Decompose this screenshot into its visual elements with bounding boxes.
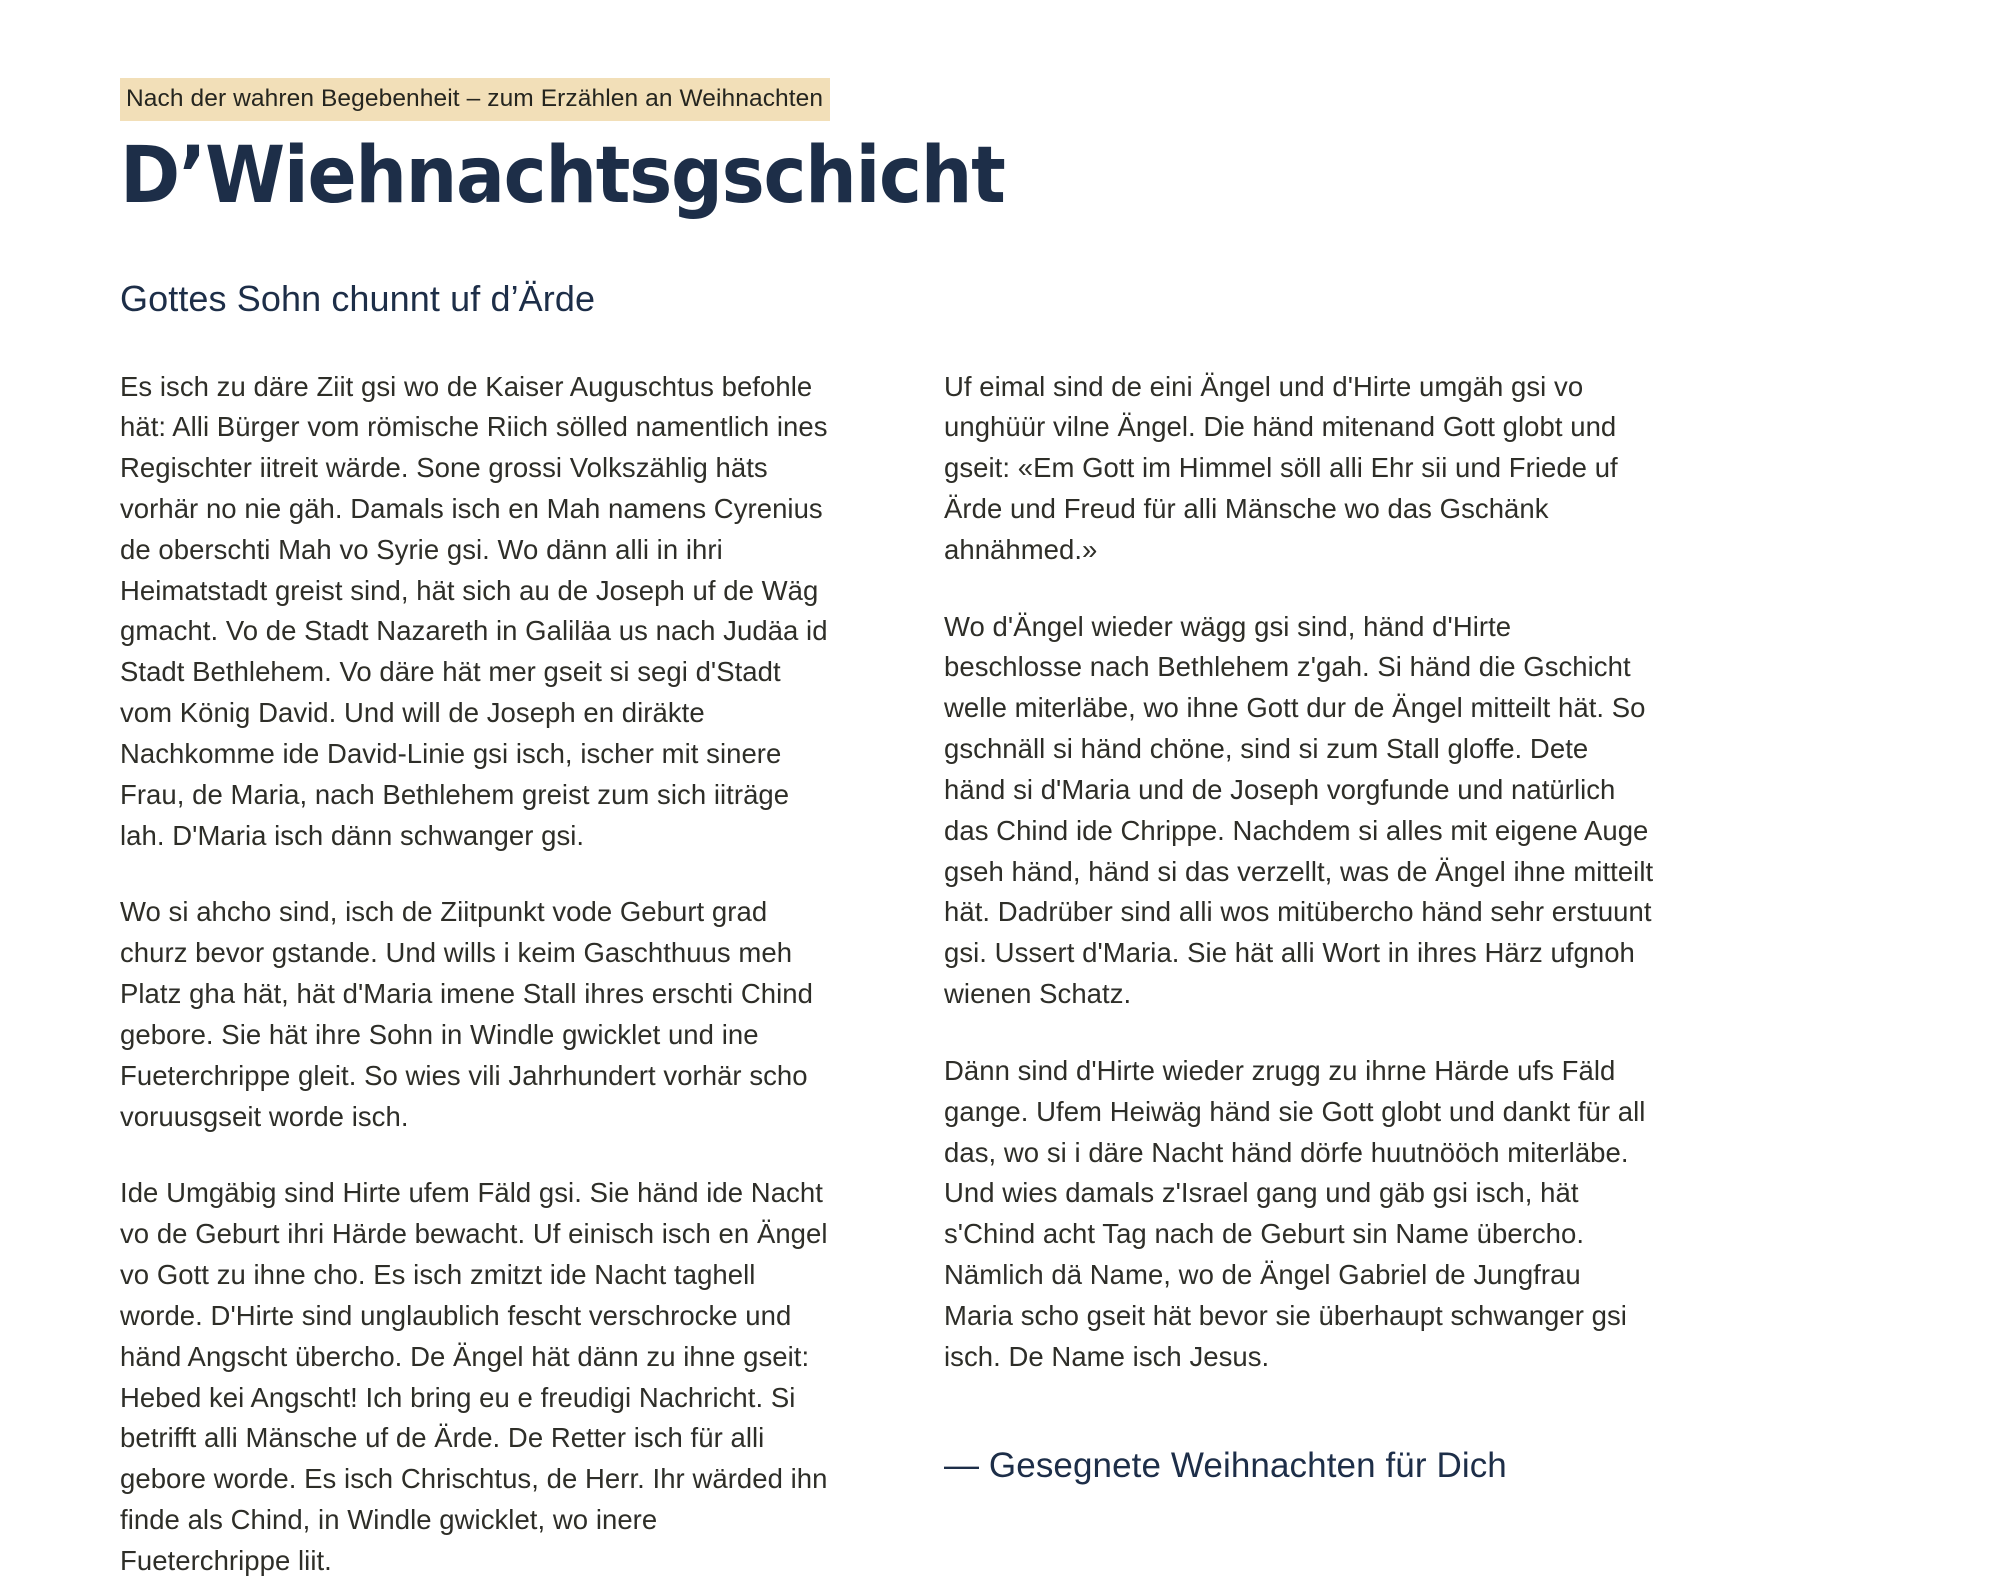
paragraph: Dänn sind d'Hirte wieder zrugg zu ihrne Härde ufs Fäld gange. Ufem Heiwäg händ sie Gott globt und dankt für all das, wo si i däre Nacht händ dörfe huutnööch miterläbe. Und wies damals z'Israel gang und gäb gsi isch, hät s'Chind acht Tag nach de Geburt sin Name übercho. Nämlich dä Name, wo de Ängel Gabriel de Jungfrau Maria scho gseit hät bevor sie überhaupt schwanger gsi isch. De Name isch Jesus. bbox=[944, 1054, 1646, 1372]
kicker-highlight: Nach der wahren Begebenheit – zum Erzählen an Weihnachten bbox=[120, 78, 830, 121]
section-subtitle: Gottes Sohn chunnt uf d’Ärde bbox=[120, 278, 596, 320]
paragraph: Uf eimal sind de eini Ängel und d'Hirte umgäh gsi vo unghüür vilne Ängel. Die händ mitenand Gott globt und gseit: «Em Gott im Himmel söll alli Ehr sii und Friede uf Ärde und Freud für alli Mänsche wo das Gschänk ahnähmed.» bbox=[944, 370, 1618, 565]
paragraph: Wo d'Ängel wieder wägg gsi sind, händ d'Hirte beschlosse nach Bethlehem z'gah. Si händ die Gschicht welle miterläbe, wo ihne Gott dur de Ängel mitteilt hät. So gschnäll si händ chöne, sind si zum Stall gloffe. Dete händ si d'Maria und de Joseph vorgfunde und natürlich das Chind ide Chrippe. Nachdem si alles mit eigene Auge gseh händ, händ si das verzellt, was de Ängel ihne mitteilt hät. Dadrüber sind alli wos mitübercho händ sehr erstuunt gsi. Ussert d'Maria. Sie hät alli Wort in ihres Härz ufgnoh wienen Schatz. bbox=[944, 610, 1654, 1010]
closing-greeting: — Gesegnete Weihnachten für Dich bbox=[944, 1445, 1507, 1485]
left-column bbox=[120, 367, 830, 1582]
paragraph: Es isch zu däre Ziit gsi wo de Kaiser Auguschtus befohle hät: Alli Bürger vom römische Riich sölled namentlich ines Regischter iitreit wärde. Sone grossi Volkszählig häts vorhär no nie gäh. Damals isch en Mah namens Cyrenius de oberschti Mah vo Syrie gsi. Wo dänn alli in ihri Heimatstadt greist sind, hät sich au de Joseph uf de Wäg gmacht. Vo de Stadt Nazareth in Galiläa us nach Judäa id Stadt Bethlehem. Vo däre hät mer gseit si segi d'Stadt vom König David. Und will de Joseph en diräkte Nachkomme ide David-Linie gsi isch, ischer mit sinere Frau, de Maria, nach Bethlehem greist zum sich iiträge lah. D'Maria isch dänn schwanger gsi. bbox=[120, 370, 828, 851]
page-title: D’Wiehnachtsgschicht bbox=[120, 131, 1005, 222]
text-columns bbox=[120, 367, 1880, 1582]
paragraph: Ide Umgäbig sind Hirte ufem Fäld gsi. Sie händ ide Nacht vo de Geburt ihri Härde bewacht. Uf einisch isch en Ängel vo Gott zu ihne cho. Es isch zmitzt ide Nacht taghell worde. D'Hirte sind unglaublich fescht verschrocke und händ Angscht übercho. De Ängel hät dänn zu ihne gseit: Hebed kei Angscht! Ich bring eu e freudigi Nachricht. Si betrifft alli Mänsche uf de Ärde. De Retter isch für alli gebore worde. Es isch Chrischtus, de Herr. Ihr wärded ihn finde als Chind, in Windle gwicklet, wo inere Fueterchrippe liit. bbox=[120, 1177, 828, 1576]
right-column bbox=[944, 367, 1654, 1488]
kicker-wrapper bbox=[120, 78, 1880, 121]
document-header bbox=[120, 0, 1880, 321]
paragraph: Wo si ahcho sind, isch de Ziitpunkt vode Geburt grad churz bevor gstande. Und wills i keim Gaschthuus meh Platz gha hät, hät d'Maria imene Stall ihres erschti Chind gebore. Sie hät ihre Sohn in Windle gwicklet und ine Fueterchrippe gleit. So wies vili Jahrhundert vorhär scho voruusgseit worde isch. bbox=[120, 896, 813, 1132]
